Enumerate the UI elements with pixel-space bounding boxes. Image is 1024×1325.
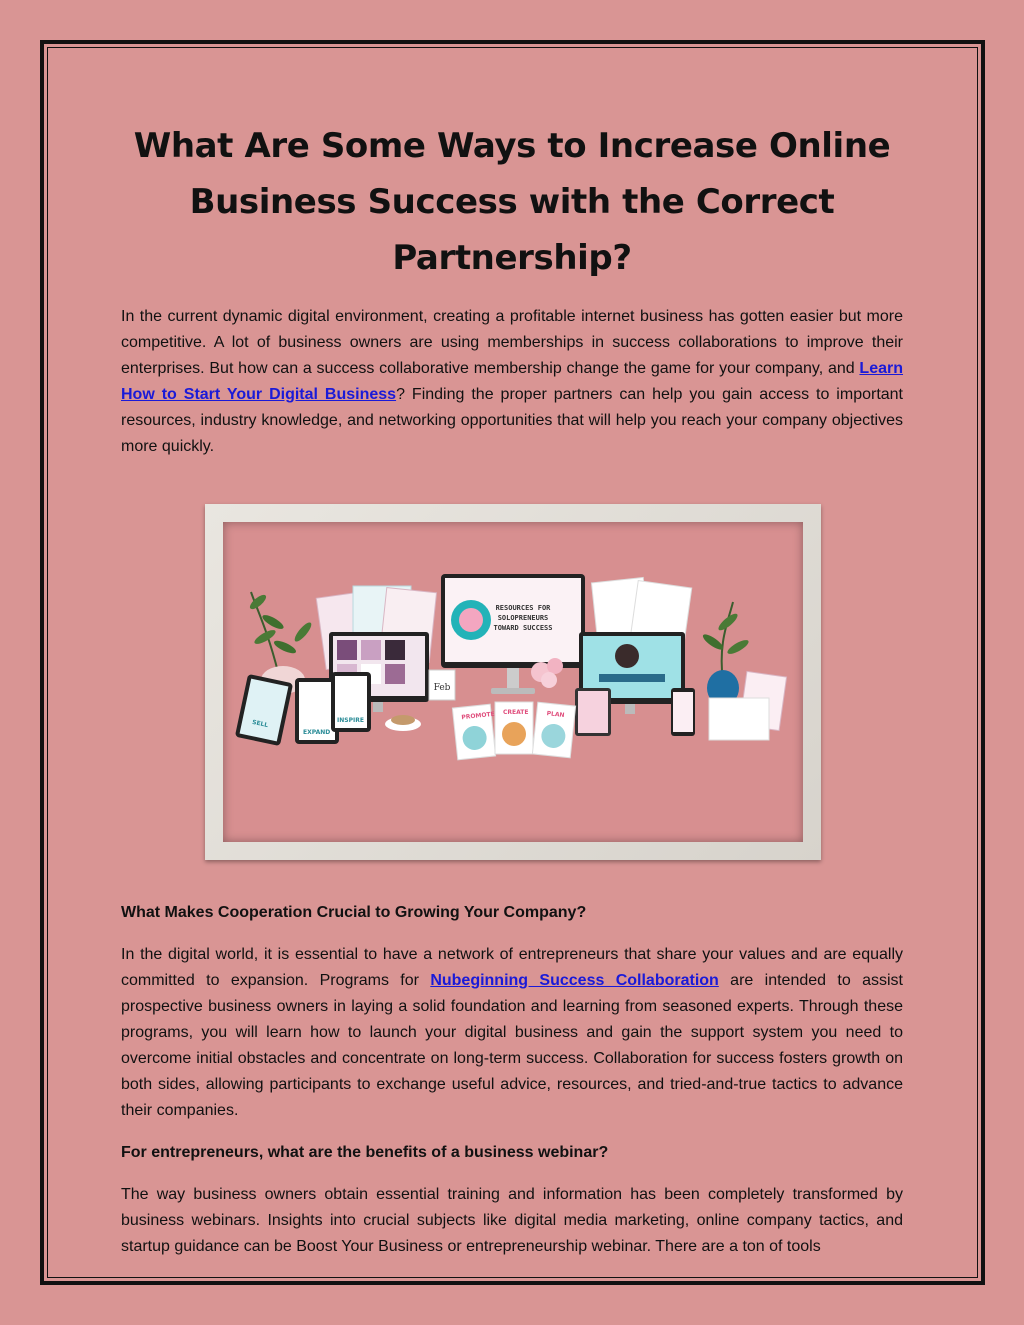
intro-paragraph (121, 304, 903, 460)
picture-mat (223, 522, 803, 842)
card-label-create: CREATE (503, 709, 529, 716)
article-title: What Are Some Ways to Increase Online Business Success with the Correct Partnership? (133, 126, 891, 278)
card-label-inspire: INSPIRE (337, 717, 364, 724)
cooperation-text-start: In the digital world, it is essential to have a network of entrepreneurs that share your values and are equally committed to expansion. Programs for (121, 946, 903, 989)
cooperation-paragraph (121, 942, 903, 1124)
intro-text-end: ? Finding the proper partners can help you gain access to important resources, industry knowledge, and networking opportunities that will help you reach your company objectives more quickly. (121, 386, 904, 455)
picture-frame (205, 504, 821, 860)
section-heading-webinar: For entrepreneurs, what are the benefits of a business webinar? (121, 1144, 609, 1161)
hero-figure (121, 460, 903, 900)
card-label-promote: PROMOTE (461, 710, 496, 722)
screen-text-line3: TOWARD SUCCESS (493, 624, 553, 632)
nubeginning-collaboration-link[interactable]: Nubeginning Success Collaboration (430, 972, 719, 989)
calendar-text: Feb (433, 683, 451, 693)
cooperation-text-end: are intended to assist prospective business owners in laying a solid foundation and learning from seasoned experts. Through these programs, you will learn how to launch your digital business and gain the support system you need to overcome initial obstacles and concentrate on long-term success. Collaboration for success fosters growth on both sides, allowing participants to exchange useful advice, resources, and tried-and-true tactics to advance their companies. (121, 972, 903, 1119)
card-label-expand: EXPAND (303, 729, 331, 736)
intro-text-start: In the current dynamic digital environment, creating a profitable internet business has gotten easier but more competitive. A lot of business owners are using memberships in success collaborations to improve their enterprises. But how can a success collaborative membership change the game for your company, and (121, 308, 903, 377)
webinar-paragraph: The way business owners obtain essential training and information has been completely transformed by business webinars. Insights into crucial subjects like digital media marketing, online company tactics, and startup guidance can be Boost Your Business or entrepreneurship webinar. There are a ton of tools (121, 1186, 903, 1255)
section-heading-cooperation: What Makes Cooperation Crucial to Growing Your Company? (121, 904, 587, 921)
screen-text-line2: SOLOPRENEURS (497, 614, 549, 622)
learn-digital-business-link[interactable]: Learn How to Start Your Digital Business (121, 360, 903, 403)
article (121, 118, 903, 1260)
plant-right-icon (701, 602, 751, 706)
product-mockup-image (223, 522, 803, 842)
card-label-sell: SELL (251, 718, 269, 730)
card-label-plan: PLAN (546, 710, 565, 719)
screen-text-line1: RESOURCES FOR (495, 604, 551, 612)
